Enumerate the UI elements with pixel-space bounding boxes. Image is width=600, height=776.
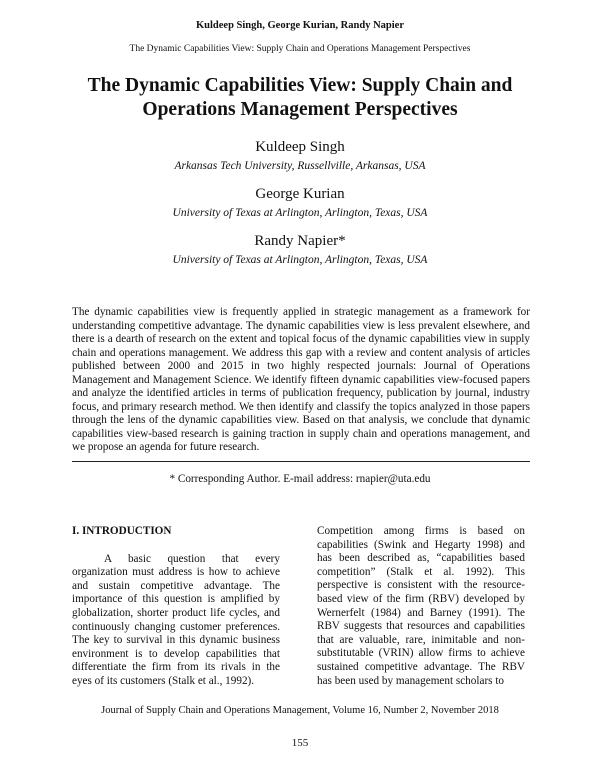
intro-paragraph-right: Competition among firms is based on capabilities (Swink and Hegarty 1998) and has been described as, “capabilities based competition” (Stalk et al. 1992). This perspective is consistent with the resource-based view of the firm (RBV) developed by Wernerfelt (1984) and Barney (1991). The RBV suggests that resources and capabilities that are valuable, rare, inimitable and non-substitutable (VRIN) allow firms to achieve sustained competitive advantage. The RBV has been used by management scholars to xyxy=(317,525,525,687)
running-head-title: The Dynamic Capabilities View: Supply Chain and Operations Management Perspectives xyxy=(129,44,471,54)
paper-title: The Dynamic Capabilities View: Supply Chain and Operations Management Perspectives xyxy=(87,75,513,120)
page-number: 155 xyxy=(291,737,309,749)
running-head-authors: Kuldeep Singh, George Kurian, Randy Napier xyxy=(196,20,404,31)
abstract: The dynamic capabilities view is frequently applied in strategic management as a framework for understanding competitive advantage. The dynamic capabilities view is less prevalent elsewhere, and there is a dearth of research on the extent and topical focus of the dynamic capabilities view in supply chain and operations management. We address this gap with a review and content analysis of articles published between 2000 and 2015 in two highly respected journals: Journal of Operations Management and Management Science. We identify fifteen dynamic capabilities view-focused papers and analyze the identified articles in terms of publication frequency, publication by journal, industry focus, and primary research method. We then identify and classify the topics analyzed in those papers through the lens of the dynamic capabilities view. Based on that analysis, we conclude that dynamic capabilities view-based research is gaining traction in supply chain and operations management, and we propose an agenda for future research. xyxy=(72,306,530,453)
left-column xyxy=(72,525,280,689)
author-name: Randy Napier* xyxy=(254,233,346,249)
author-affiliation: University of Texas at Arlington, Arlington, Texas, USA xyxy=(172,254,428,266)
section-heading: I. INTRODUCTION xyxy=(72,525,172,537)
author-name: Kuldeep Singh xyxy=(255,139,345,155)
divider xyxy=(72,461,530,462)
author-block-2 xyxy=(0,185,600,221)
author-block-1 xyxy=(0,138,600,174)
author-name: George Kurian xyxy=(255,186,345,202)
journal-footer: Journal of Supply Chain and Operations Management, Volume 16, Number 2, November 2018 xyxy=(101,705,499,716)
author-affiliation: University of Texas at Arlington, Arlington, Texas, USA xyxy=(172,207,428,219)
intro-paragraph-left: A basic question that every organization must address is how to achieve and sustain competitive advantage. The importance of this question is amplified by globalization, shorter product life cycles, and continuously changing customer preferences. The key to survival in this dynamic business environment is to develop capabilities that differentiate the firm from its rivals in the eyes of its customers (Stalk et al., 1992). xyxy=(72,552,280,687)
corresponding-author-note: * Corresponding Author. E-mail address: rnapier@uta.edu xyxy=(169,473,431,485)
author-affiliation: Arkansas Tech University, Russellville, Arkansas, USA xyxy=(174,160,426,172)
author-block-3 xyxy=(0,232,600,268)
right-column xyxy=(317,525,525,688)
